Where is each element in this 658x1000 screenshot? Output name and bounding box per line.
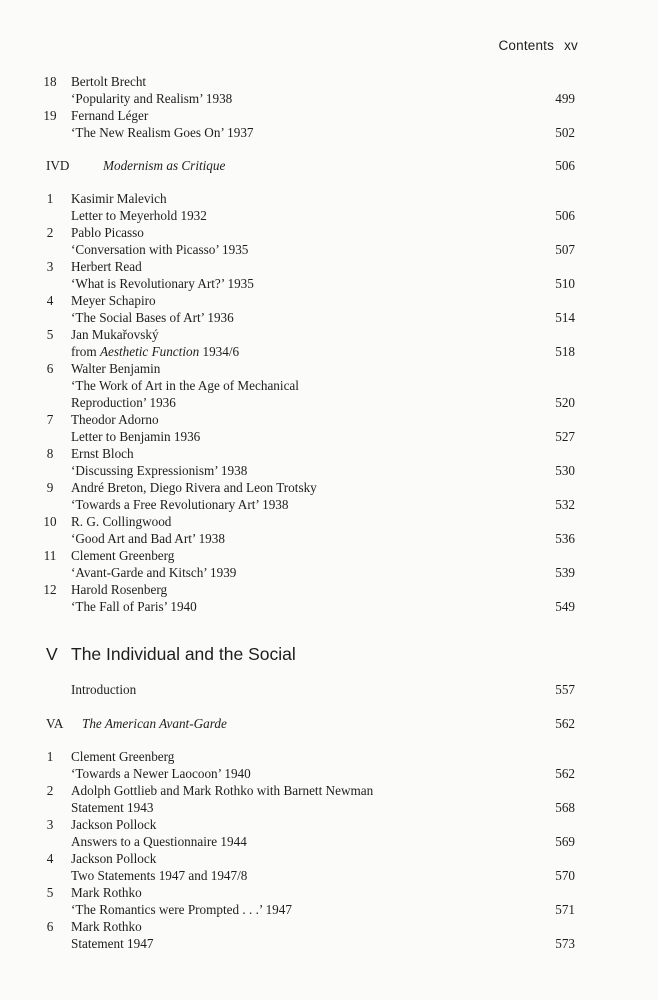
entry-title: ‘The Romantics were Prompted . . .’ 1947 [71,902,292,917]
entry-number: 12 [43,582,57,597]
entry-title: ‘The Social Bases of Art’ 1936 [71,310,234,325]
entry-page: 532 [555,497,575,512]
entry-title: ‘The New Realism Goes On’ 1937 [71,125,254,140]
entry-author: Ernst Bloch [71,446,134,461]
entry-page: 573 [555,936,575,951]
entry-number: 19 [43,108,57,123]
entry-number: 18 [43,74,57,89]
entry-author: Jackson Pollock [71,817,157,832]
section-page: 506 [555,158,575,173]
entry-page: 571 [555,902,575,917]
toc-entry-author-row [0,73,658,90]
toc-body [0,73,658,952]
toc-entry-author-row [0,748,658,765]
entry-title: Letter to Meyerhold 1932 [71,208,207,223]
toc-entry-author-row [0,326,658,343]
entry-author: Theodor Adorno [71,412,159,427]
entry-author: Bertolt Brecht [71,74,147,89]
entry-author: Meyer Schapiro [71,293,156,308]
section-code: IVD [46,158,70,173]
entry-title: Statement 1947 [71,936,154,951]
entry-author: Walter Benjamin [71,361,161,376]
part-title: The Individual and the Social [71,644,296,664]
running-header [498,38,578,53]
entry-page: 520 [555,395,575,410]
toc-entry-title-row [0,462,658,479]
entry-author: Clement Greenberg [71,749,175,764]
entry-author: Pablo Picasso [71,225,144,240]
toc-entry-author-row [0,918,658,935]
entry-author: Fernand Léger [71,108,149,123]
entry-number: 4 [46,293,54,308]
toc-entry-author-row [0,411,658,428]
entry-title-italic: Aesthetic Function [99,344,200,359]
toc-entry-title-row [0,799,658,816]
entry-page: 527 [555,429,575,444]
entry-page: 518 [555,344,575,359]
toc-entry-title-row [0,901,658,918]
entry-title-continued: Reproduction’ 1936 [71,395,176,410]
introduction-label: Introduction [71,682,137,697]
entry-page: 570 [555,868,575,883]
toc-entry-title-row [0,564,658,581]
entry-title: ‘Popularity and Realism’ 1938 [71,91,233,106]
entry-number: 1 [46,191,54,206]
entry-author: Herbert Read [71,259,142,274]
entry-number: 6 [46,361,54,376]
entry-title: ‘The Fall of Paris’ 1940 [71,599,197,614]
entry-author: Clement Greenberg [71,548,175,563]
toc-entry-author-row [0,107,658,124]
entry-number: 3 [46,259,54,274]
entry-title: ‘The Work of Art in the Age of Mechanical [71,378,299,393]
toc-entry-author-row [0,360,658,377]
toc-entry-title-row [0,241,658,258]
entry-author: Mark Rothko [71,919,142,934]
toc-entry-author-row [0,190,658,207]
toc-entry-author-row [0,547,658,564]
header-label: Contents [498,38,555,53]
part-number: V [46,644,58,664]
section-title: Modernism as Critique [103,158,226,173]
toc-entry-title-row [0,496,658,513]
entry-page: 502 [555,125,575,140]
toc-entry-author-row [0,513,658,530]
entry-title-prefix: from [71,344,100,359]
entry-author: André Breton, Diego Rivera and Leon Trotsky [71,480,317,495]
entry-author: Kasimir Malevich [71,191,167,206]
entry-page: 562 [555,766,575,781]
entry-title: ‘Towards a Newer Laocoon’ 1940 [71,766,251,781]
entry-number: 8 [46,446,54,461]
toc-entry-author-row [0,224,658,241]
entry-author: Mark Rothko [71,885,142,900]
entry-page: 499 [555,91,575,106]
toc-entry-title-row [0,833,658,850]
toc-entry-title-row [0,598,658,615]
toc-entry-title-row [0,207,658,224]
entry-page: 510 [555,276,575,291]
toc-entry-title-row [0,935,658,952]
entry-author: Adolph Gottlieb and Mark Rothko with Barnett Newman [71,783,374,798]
toc-entry-author-row [0,292,658,309]
toc-entry-title-row [0,124,658,141]
toc-entry-title-row [0,343,658,360]
entry-number: 5 [46,327,54,342]
entry-title: ‘Conversation with Picasso’ 1935 [71,242,249,257]
entry-title-suffix: 1934/6 [199,344,240,359]
entry-number: 7 [46,412,54,427]
entry-title: Two Statements 1947 and 1947/8 [71,868,248,883]
toc-entry-author-row [0,884,658,901]
section-title: The American Avant-Garde [82,716,227,731]
toc-entry-author-row [0,816,658,833]
entry-title: ‘Avant-Garde and Kitsch’ 1939 [71,565,237,580]
toc-entry-author-row [0,258,658,275]
entry-title: ‘What is Revolutionary Art?’ 1935 [71,276,254,291]
entry-author: Jan Mukařovský [71,327,159,342]
entry-number: 9 [46,480,54,495]
entry-page: 549 [555,599,575,614]
part-heading-v [0,643,658,665]
toc-entry-title-row [0,90,658,107]
toc-entry-author-row [0,479,658,496]
entry-title: Answers to a Questionnaire 1944 [71,834,247,849]
entry-author: Jackson Pollock [71,851,157,866]
toc-entry-title-row [0,530,658,547]
toc-entry-title-row [0,394,658,411]
entry-number: 3 [46,817,54,832]
entry-author: R. G. Collingwood [71,514,172,529]
entry-page: 530 [555,463,575,478]
entry-page: 539 [555,565,575,580]
introduction-row [0,681,658,698]
entry-number: 11 [43,548,57,563]
entry-number: 4 [46,851,54,866]
toc-entry-title-row [0,765,658,782]
toc-entry-title-row [0,377,658,394]
entry-title: ‘Towards a Free Revolutionary Art’ 1938 [71,497,289,512]
entry-page: 569 [555,834,575,849]
toc-entry-title-row [0,428,658,445]
toc-entry-author-row [0,445,658,462]
entry-number: 10 [43,514,57,529]
entry-title: ‘Discussing Expressionism’ 1938 [71,463,248,478]
entry-page: 514 [555,310,575,325]
section-heading-va [0,715,658,732]
section-page: 562 [555,716,575,731]
entry-number: 2 [46,783,54,798]
toc-entry-author-row [0,850,658,867]
section-code: VA [46,716,64,731]
entry-number: 2 [46,225,54,240]
entry-title: Letter to Benjamin 1936 [71,429,201,444]
entry-number: 6 [46,919,54,934]
entry-title [71,343,239,360]
entry-title: ‘Good Art and Bad Art’ 1938 [71,531,225,546]
header-page-number: xv [564,38,578,53]
toc-entry-author-row [0,581,658,598]
toc-entry-title-row [0,867,658,884]
entry-page: 568 [555,800,575,815]
entry-number: 1 [46,749,54,764]
introduction-page: 557 [555,682,575,697]
entry-page: 536 [555,531,575,546]
entry-author: Harold Rosenberg [71,582,168,597]
entry-title: Statement 1943 [71,800,154,815]
entry-page: 507 [555,242,575,257]
entry-number: 5 [46,885,54,900]
entry-page: 506 [555,208,575,223]
section-heading-ivd [0,157,658,174]
toc-entry-title-row [0,309,658,326]
toc-entry-author-row [0,782,658,799]
toc-entry-title-row [0,275,658,292]
